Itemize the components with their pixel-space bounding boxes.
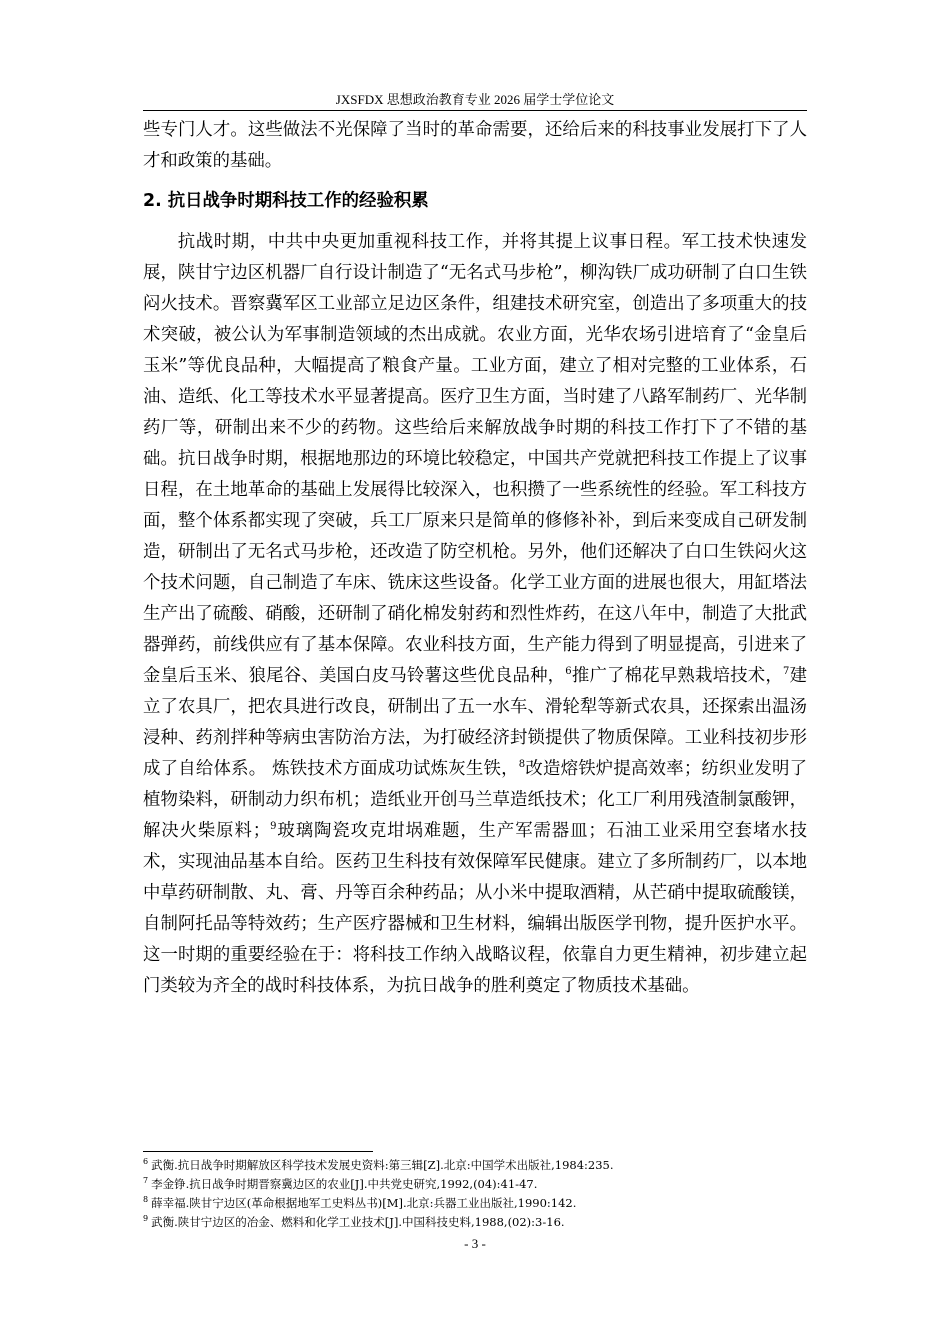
page-header: JXSFDX 思想政治教育专业 2026 届学士学位论文	[335, 92, 615, 107]
footnote-ref-8[interactable]: 8	[518, 759, 526, 771]
intro-paragraph: 些专门人才。这些做法不光保障了当时的革命需要，还给后来的科技事业发展打下了人才和政策的基础。	[143, 120, 807, 171]
main-paragraph-text: 玻璃陶瓷攻克坩埚难题，生产军需器皿；石油工业采用空套堵水技术，实现油品基本自给。医药卫生科技有效保障军民健康。建立了多所制药厂，以本地中草药研制散、丸、膏、丹等百余种药品；从小米中提取酒精，从芒硝中提取硫酸镁，自制阿托品等特效药；生产医疗器械和卫生材料，编辑出版医学刊物，提升医护水平。这一时期的重要经验在于：将科技工作纳入战略议程，依靠自力更生精神，初步建立起门类较为齐全的战时科技体系，为抗日战争的胜利奠定了物质技术基础。	[143, 821, 807, 996]
main-paragraph	[143, 227, 807, 1002]
page-body	[143, 115, 807, 1002]
footnote-mark: 7	[143, 1176, 149, 1186]
footnote-mark: 8	[143, 1195, 149, 1205]
footnote-ref-7[interactable]: 7	[783, 666, 790, 678]
main-paragraph-text: 抗战时期，中共中央更加重视科技工作，并将其提上议事日程。军工技术快速发展，陕甘宁边区机器厂自行设计制造了“无名式马步枪”，柳沟铁厂成功研制了白口生铁闷火技术。晋察冀军区工业部立足边区条件，组建技术研究室，创造出了多项重大的技术突破，被公认为军事制造领域的杰出成就。农业方面，光华农场引进培育了“金皇后玉米”等优良品种，大幅提高了粮食产量。工业方面，建立了相对完整的工业体系，石油、造纸、化工等技术水平显著提高。医疗卫生方面，当时建了八路军制药厂、光华制药厂等，研制出来不少的药物。这些给后来解放战争时期的科技工作打下了不错的基础。抗日战争时期，根据地那边的环境比较稳定，中国共产党就把科技工作提上了议事日程，在土地革命的基础上发展得比较深入，也积攒了一些系统性的经验。军工科技方面，整个体系都实现了突破，兵工厂原来只是简单的修修补补，到后来变成自己研发制造，研制出了无名式马步枪，还改造了防空机枪。另外，他们还解决了白口生铁闷火这个技术问题，自己制造了车床、铣床这些设备。化学工业方面的进展也很大，用缸塔法生产出了硫酸、硝酸，还研制了硝化棉发射药和烈性炸药，在这八年中，制造了大批武器弹药，前线供应有了基本保障。农业科技方面，生产能力得到了明显提高，引进来了金皇后玉米、狼尾谷、美国白皮马铃薯这些优良品种，	[143, 232, 807, 686]
footnote-ref-9[interactable]: 9	[270, 821, 277, 833]
main-paragraph-text: 改造熔铁炉提高效率；纺织业发明了植物染料，研制动力织布机；造纸业开创马兰草造纸技术；化工厂利用残渣制氯酸钾，解决火柴原料；	[143, 759, 807, 841]
page-number: - 3 -	[464, 1236, 486, 1251]
footnote-item	[143, 1194, 807, 1213]
footnotes	[143, 1156, 807, 1232]
header-divider	[143, 110, 807, 111]
main-paragraph-text: 推广了棉花早熟栽培技术，	[571, 666, 783, 686]
footnote-item	[143, 1175, 807, 1194]
footnote-text: 武衡.抗日战争时期解放区科学技术发展史资料:第三辑[Z].北京:中国学术出版社,1984:235.	[151, 1158, 614, 1172]
footnote-mark: 9	[143, 1214, 149, 1224]
footnote-text: 李金铮.抗日战争时期晋察冀边区的农业[J].中共党史研究,1992,(04):41-47.	[151, 1177, 538, 1191]
footnote-text: 薛幸福.陕甘宁边区(革命根据地军工史料丛书)[M].北京:兵器工业出版社,1990:142.	[151, 1196, 577, 1210]
footnote-mark: 6	[143, 1157, 149, 1167]
main-paragraph-text: 建立了农具厂，把农具进行改良，研制出了五一水车、滑轮犁等新式农具，还探索出温汤浸种、药剂拌种等病虫害防治方法，为打破经济封锁提供了物质保障。工业科技初步形成了自给体系。 炼铁技术方面成功试炼灰生铁，	[143, 666, 807, 779]
footnote-text: 武衡.陕甘宁边区的冶金、燃料和化学工业技术[J].中国科技史料,1988,(02):3-16.	[151, 1215, 565, 1229]
footnote-item	[143, 1213, 807, 1232]
footnote-ref-6[interactable]: 6	[565, 666, 572, 678]
section-heading: 2. 抗日战争时期科技工作的经验积累	[143, 191, 429, 211]
footnote-item	[143, 1156, 807, 1175]
footnote-divider	[143, 1151, 373, 1152]
